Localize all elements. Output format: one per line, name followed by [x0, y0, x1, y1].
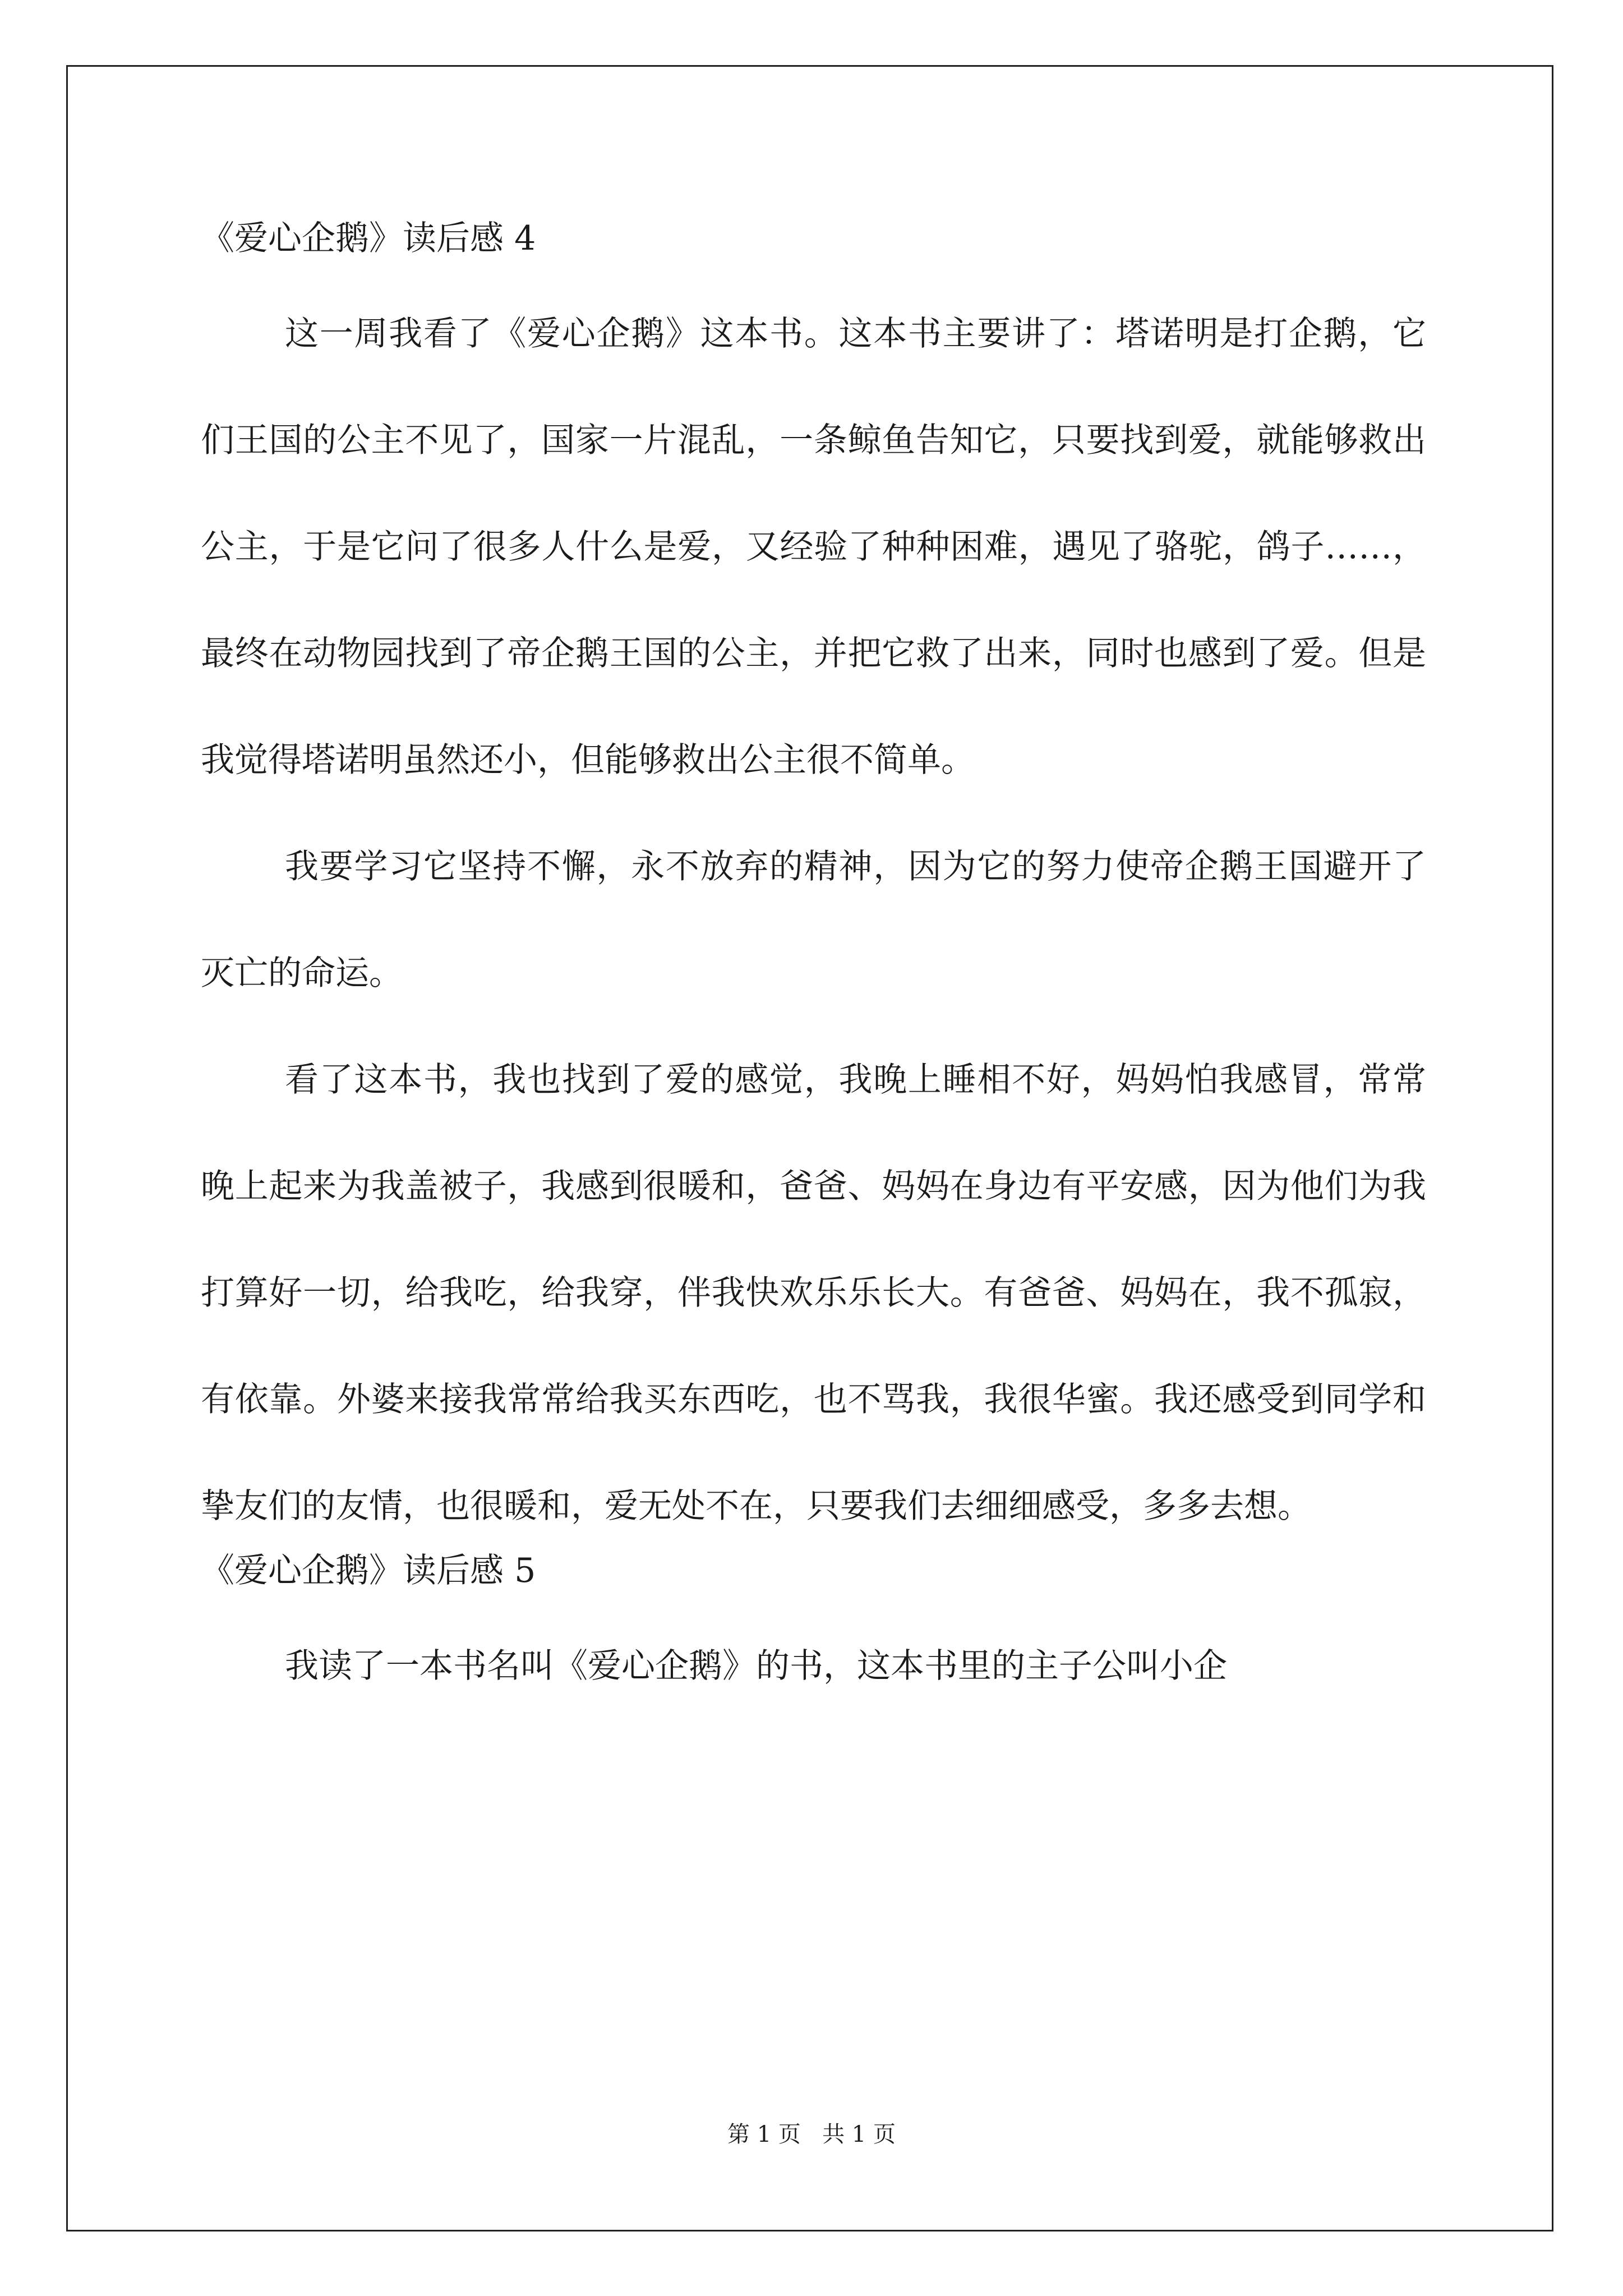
paragraph: 我要学习它坚持不懈，永不放弃的精神，因为它的努力使帝企鹅王国避开了灭亡的命运。	[201, 847, 1426, 993]
paragraph: 我读了一本书名叫《爱心企鹅》的书，这本书里的主子公叫小企	[285, 1646, 1227, 1686]
paragraph: 看了这本书，我也找到了爱的感觉，我晚上睡相不好，妈妈怕我感冒，常常晚上起来为我盖被子，我感到很暖和，爸爸、妈妈在身边有平安感，因为他们为我打算好一切，给我吃，给我穿，伴我快欢乐乐长大。有爸爸、妈妈在，我不孤寂，有依靠。外婆来接我常常给我买东西吃，也不骂我，我很华蜜。我还感受到同学和挚友们的友情，也很暖和，爱无处不在，只要我们去细细感受，多多去想。	[201, 1060, 1426, 1526]
paragraph: 这一周我看了《爱心企鹅》这本书。这本书主要讲了：塔诺明是打企鹅，它们王国的公主不见了，国家一片混乱，一条鲸鱼告知它，只要找到爱，就能够救出公主，于是它问了很多人什么是爱，又经验了种种困难，遇见了骆驼，鸽子……，最终在动物园找到了帝企鹅王国的公主，并把它救了出来，同时也感到了爱。但是我觉得塔诺明虽然还小，但能够救出公主很不简单。	[201, 314, 1426, 780]
document-body	[201, 219, 1426, 1719]
page-footer: 第 1 页 共 1 页	[727, 2122, 896, 2147]
section-heading: 《爱心企鹅》读后感 5	[201, 1551, 536, 1590]
section-heading: 《爱心企鹅》读后感 4	[201, 219, 536, 258]
